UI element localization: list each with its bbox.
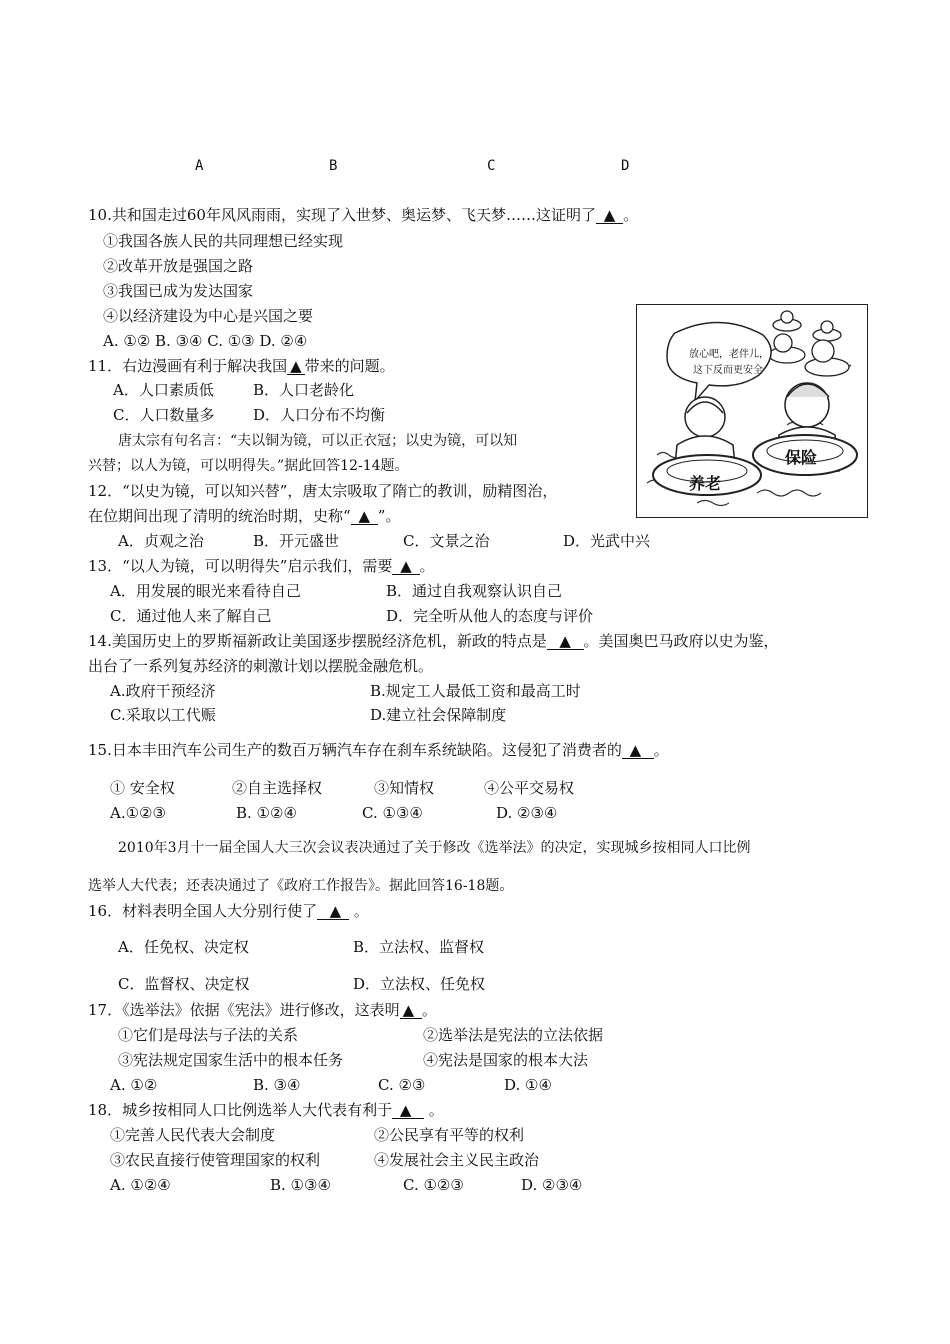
answer-blank[interactable]: ▲ <box>547 633 584 650</box>
q12-option-d: D．光武中兴 <box>563 532 651 550</box>
speech-line-2: 这下反而更安全 <box>693 365 763 376</box>
ring-right-label: 保险 <box>785 448 818 467</box>
q10-choices: A. ①② B. ③④ C. ①③ D. ②④ <box>103 332 308 350</box>
q12-option-c: C．文景之治 <box>403 532 490 550</box>
q12-option-b: B．开元盛世 <box>253 532 340 550</box>
q18-choice: D. ②③④ <box>521 1176 583 1194</box>
q11-stem: 11．右边漫画有利于解决我国 ▲ 带来的问题。 <box>88 357 395 375</box>
passage-12-14-line2: 兴替；以人为镜，可以明得失。”据此回答12-14题。 <box>88 458 409 474</box>
speech-line-1: 放心吧，老伴儿， <box>689 349 769 360</box>
q15-item: ① 安全权 <box>110 779 175 797</box>
cartoon-drawing <box>637 305 867 517</box>
q10-item: ③我国已成为发达国家 <box>103 282 254 300</box>
header-option-c: C <box>487 158 496 174</box>
q17-choice: B. ③④ <box>253 1076 301 1094</box>
q15-choice: B. ①②④ <box>236 804 297 822</box>
header-option-b: B <box>329 158 338 174</box>
passage-16-18-line2: 选举人大代表；还表决通过了《政府工作报告》。据此回答16-18题。 <box>88 878 514 894</box>
q18-item-1: ①完善人民代表大会制度 <box>110 1126 276 1144</box>
q18-choice: B. ①③④ <box>270 1176 331 1194</box>
answer-blank[interactable]: ▲ <box>622 742 654 759</box>
q13-option-c: C．通过他人来了解自己 <box>110 607 272 625</box>
answer-blank[interactable]: ▲ <box>351 508 378 525</box>
q15-choice: C. ①③④ <box>362 804 423 822</box>
q15-stem: 15.日本丰田汽车公司生产的数百万辆汽车存在刹车系统缺陷。这侵犯了消费者的 ▲ 。 <box>88 741 669 759</box>
q14-option-a: A.政府干预经济 <box>110 682 216 700</box>
q18-item-3: ③农民直接行使管理国家的权利 <box>110 1151 321 1169</box>
q11-option-d: D．人口分布不均衡 <box>253 406 386 424</box>
q18-item-2: ②公民享有平等的权利 <box>374 1126 525 1144</box>
q12-option-a: A．贞观之治 <box>118 532 204 550</box>
q15-item: ②自主选择权 <box>232 779 323 797</box>
cartoon-pension-insurance <box>636 304 868 518</box>
q15-choice: A.①②③ <box>110 804 166 822</box>
answer-blank[interactable]: ▲ <box>287 358 305 375</box>
q17-item-2: ②选举法是宪法的立法依据 <box>423 1026 604 1044</box>
q11-option-a: A．人口素质低 <box>113 381 214 399</box>
q10-item: ④以经济建设为中心是兴国之要 <box>103 307 314 325</box>
q17-choice: D. ①④ <box>504 1076 552 1094</box>
q14-stem-line1: 14.美国历史上的罗斯福新政让美国逐步摆脱经济危机，新政的特点是 ▲ 。美国奥巴马政府以史为鉴， <box>88 632 779 650</box>
q12-stem-line2: 在位期间出现了清明的统治时期，史称“ ▲ ”。 <box>88 507 401 525</box>
passage-16-18-line1: 2010年3月十一届全国人大三次会议表决通过了关于修改《选举法》的决定，实现城乡按相同人口比例 <box>118 840 751 856</box>
q18-item-4: ④发展社会主义民主政治 <box>374 1151 540 1169</box>
q17-item-3: ③宪法规定国家生活中的根本任务 <box>118 1051 344 1069</box>
q15-item: ④公平交易权 <box>484 779 575 797</box>
q11-option-c: C．人口数量多 <box>113 406 215 424</box>
q17-stem: 17．《选举法》依据《宪法》进行修改，这表明 ▲ 。 <box>88 1001 437 1019</box>
q13-option-d: D．完全听从他人的态度与评价 <box>386 607 594 625</box>
background-swimmers <box>769 311 849 376</box>
q14-stem-line2: 出台了一系列复苏经济的刺激计划以摆脱金融危机。 <box>88 657 434 675</box>
q13-option-b: B．通过自我观察认识自己 <box>386 582 563 600</box>
q11-option-b: B．人口老龄化 <box>253 381 355 399</box>
q16-option-b: B．立法权、监督权 <box>353 938 485 956</box>
q17-item-1: ①它们是母法与子法的关系 <box>118 1026 299 1044</box>
q16-option-a: A．任免权、决定权 <box>118 938 249 956</box>
q10-stem: 10.共和国走过60年风风雨雨，实现了入世梦、奥运梦、飞天梦……这证明了 ▲ 。 <box>88 206 639 224</box>
answer-blank[interactable]: ▲ <box>392 1102 424 1119</box>
q18-choice: A. ①②④ <box>110 1176 171 1194</box>
answer-blank[interactable]: ▲ <box>400 1002 422 1019</box>
passage-12-14-line1: 唐太宗有句名言：“夫以铜为镜，可以正衣冠；以史为镜，可以知 <box>118 433 518 449</box>
q18-choice: C. ①②③ <box>403 1176 464 1194</box>
q15-item: ③知情权 <box>374 779 435 797</box>
q14-option-d: D.建立社会保障制度 <box>370 706 507 724</box>
speech-bubble <box>667 322 771 401</box>
q14-option-c: C.采取以工代赈 <box>110 706 216 724</box>
q16-option-c: C．监督权、决定权 <box>118 975 250 993</box>
answer-blank[interactable]: ▲ <box>392 558 419 575</box>
answer-blank[interactable]: ▲ <box>317 903 349 920</box>
q16-option-d: D．立法权、任免权 <box>353 975 486 993</box>
q10-item: ②改革开放是强国之路 <box>103 257 254 275</box>
q17-choice: C. ②③ <box>378 1076 426 1094</box>
q15-choice: D. ②③④ <box>496 804 558 822</box>
q16-stem: 16．材料表明全国人大分别行使了 ▲ 。 <box>88 902 369 920</box>
header-option-d: D <box>621 158 630 174</box>
q13-option-a: A．用发展的眼光来看待自己 <box>110 582 301 600</box>
header-option-a: A <box>195 158 204 174</box>
q13-stem: 13．“以人为镜，可以明得失”启示我们，需要 ▲ 。 <box>88 557 435 575</box>
q17-item-4: ④宪法是国家的根本大法 <box>423 1051 589 1069</box>
q12-stem-line1: 12．“以史为镜，可以知兴替”，唐太宗吸取了隋亡的教训，励精图治， <box>88 482 558 500</box>
ring-left-label: 养老 <box>689 474 722 493</box>
q18-stem: 18．城乡按相同人口比例选举人大代表有利于 ▲ 。 <box>88 1101 444 1119</box>
q14-option-b: B.规定工人最低工资和最高工时 <box>370 682 581 700</box>
answer-blank[interactable]: ▲ <box>596 207 623 224</box>
q10-item: ①我国各族人民的共同理想已经实现 <box>103 232 344 250</box>
q17-choice: A. ①② <box>110 1076 158 1094</box>
